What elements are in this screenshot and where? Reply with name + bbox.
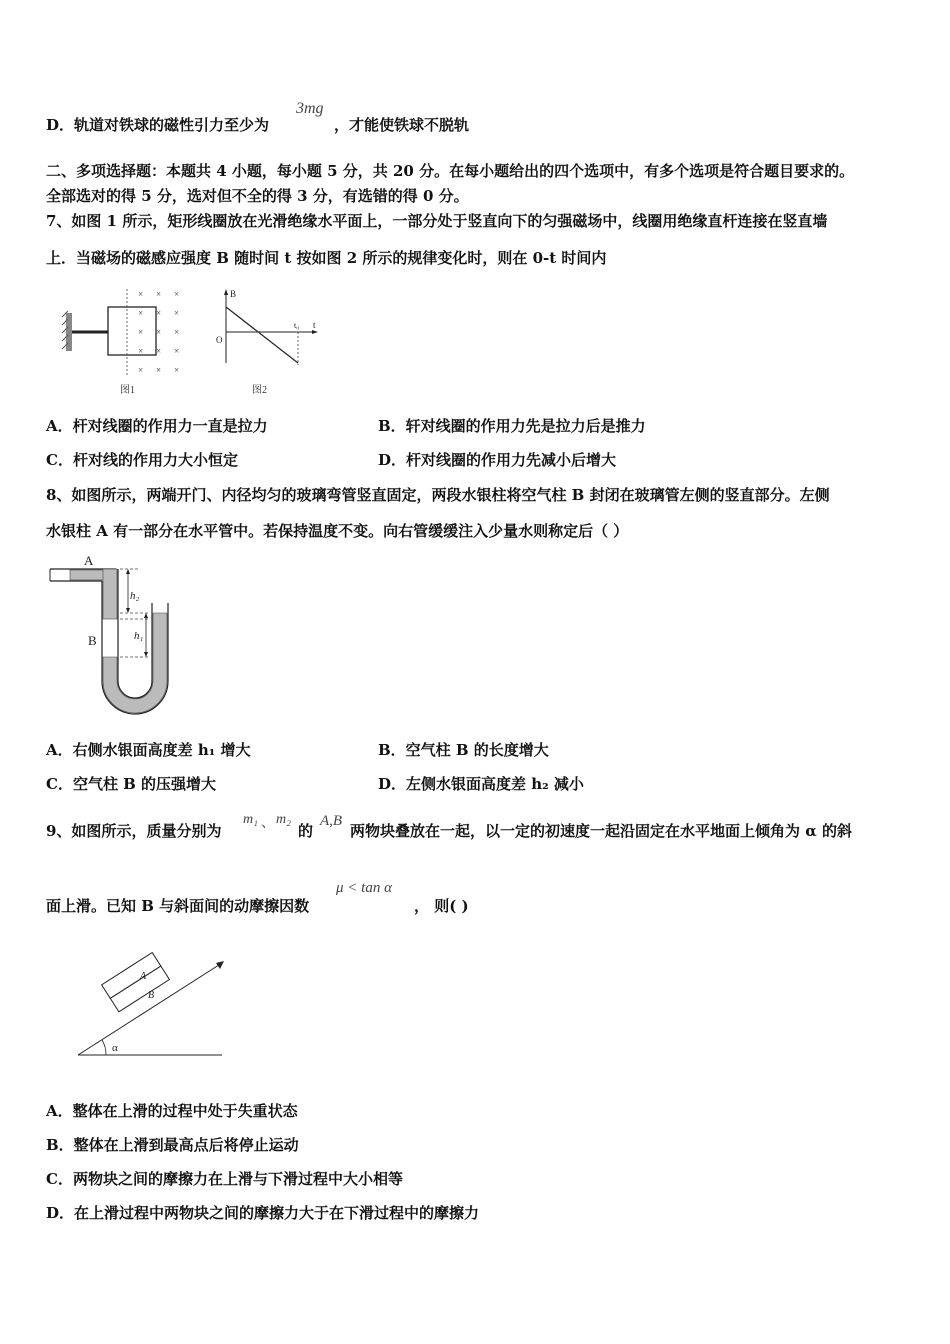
- q9-stem-line1-mid: 的: [298, 822, 314, 840]
- q6-option-d-suffix: ，才能使铁球不脱轨: [334, 116, 470, 134]
- q8-option-c: C．空气柱 B 的压强增大: [46, 775, 217, 793]
- q7-fig1-caption: 图1: [120, 385, 135, 396]
- svg-text:×: ×: [138, 365, 144, 375]
- q9-figure: [70, 945, 230, 1060]
- section2-line1: 二、多项选择题：本题共 4 小题，每小题 5 分，共 20 分。在每小题给出的四个选项中，有多个选项是符合题目要求的。: [46, 162, 855, 180]
- q7-fig2-axis-t: t: [313, 320, 316, 330]
- q9-ab: A,B: [320, 813, 343, 829]
- q9-option-a: A．整体在上滑的过程中处于失重状态: [46, 1102, 298, 1120]
- q8-mercury-a-vertical: [103, 569, 117, 619]
- q9-option-c: C．两物块之间的摩擦力在上滑与下滑过程中大小相等: [46, 1170, 403, 1188]
- q7-stem-line1: 7、如图 1 所示，矩形线圈放在光滑绝缘水平面上，一部分处于竖直向下的匀强磁场中，线圈用绝缘直杆连接在竖直墙: [46, 212, 828, 230]
- q7-coil: [108, 307, 156, 355]
- q7-fig2-axis-b: B: [230, 289, 237, 299]
- svg-text:×: ×: [138, 327, 144, 337]
- q9-stem-line2-suffix: ， 则( ): [414, 897, 469, 915]
- q6-option-d: [46, 115, 269, 135]
- q9-option-d: D．在上滑过程中两物块之间的摩擦力大于在下滑过程中的摩擦力: [46, 1204, 480, 1222]
- svg-text:×: ×: [174, 365, 180, 375]
- q7-option-c: C．杆对线的作用力大小恒定: [46, 451, 238, 469]
- q7-fig2-caption: 图2: [252, 385, 267, 396]
- q8-figure: [46, 553, 196, 718]
- q9-sep: 、: [261, 816, 275, 831]
- q8-option-a: A．右侧水银面高度差 h₁ 增大: [46, 741, 251, 759]
- q9-stem-line1-suffix: 两物块叠放在一起，以一定的初速度一起沿固定在水平地面上倾角为 α 的斜: [350, 822, 852, 840]
- q7-fig2-b-line: [226, 307, 298, 363]
- svg-text:×: ×: [174, 289, 180, 299]
- svg-text:×: ×: [156, 346, 162, 356]
- q8-label-h1: h₁: [134, 630, 144, 642]
- q7-wall: [66, 313, 72, 351]
- svg-text:×: ×: [138, 289, 144, 299]
- svg-text:×: ×: [156, 308, 162, 318]
- svg-text:×: ×: [138, 308, 144, 318]
- q6-formula-3mg: 3mg: [296, 100, 324, 117]
- q9-option-b: B．整体在上滑到最高点后将停止运动: [46, 1136, 299, 1154]
- q9-label-b: B: [148, 990, 155, 1001]
- q7-option-d: D．杆对线圈的作用力先减小后增大: [378, 451, 617, 469]
- q9-angle-arc: [102, 1040, 106, 1055]
- q8-stem-line2: 水银柱 A 有一部分在水平管中。若保持温度不变。向右管缓缓注入少量水则称定后（ ）: [46, 522, 629, 540]
- q8-option-d: D．左侧水银面高度差 h₂ 减小: [378, 775, 584, 793]
- q9-m1: m₁: [243, 812, 258, 827]
- svg-text:×: ×: [156, 327, 162, 337]
- section2-line2: 全部选对的得 5 分，选对但不全的得 3 分，有选错的得 0 分。: [46, 187, 469, 205]
- q7-option-a: A．杆对线圈的作用力一直是拉力: [46, 417, 268, 435]
- q9-stem-line1-prefix: 9、如图所示，质量分别为: [46, 822, 222, 840]
- q8-stem-line1: 8、如图所示，两端开门、内径均匀的玻璃弯管竖直固定，两段水银柱将空气柱 B 封闭在玻璃管左侧的竖直部分。左侧: [46, 486, 830, 504]
- svg-text:×: ×: [156, 289, 162, 299]
- q7-figure: [60, 285, 340, 400]
- q8-option-b: B．空气柱 B 的长度增大: [378, 741, 549, 759]
- q9-label-alpha: α: [112, 1042, 118, 1054]
- svg-text:×: ×: [174, 308, 180, 318]
- q9-label-a: A: [140, 971, 147, 982]
- q8-label-a: A: [84, 553, 94, 568]
- svg-text:×: ×: [174, 327, 180, 337]
- svg-text:×: ×: [156, 365, 162, 375]
- q8-label-h2: h₂: [130, 590, 140, 602]
- q9-mu-formula: μ < tan α: [336, 880, 392, 896]
- q7-option-b: B．轩对线圈的作用力先是拉力后是推力: [378, 417, 646, 435]
- svg-text:×: ×: [174, 346, 180, 356]
- q7-fig2-t0: t₀: [294, 321, 300, 330]
- q9-m2: m₂: [276, 812, 291, 827]
- q9-stem-line2-prefix: 面上滑。已知 B 与斜面间的动摩擦因数: [46, 897, 310, 915]
- svg-text:×: ×: [138, 346, 144, 356]
- q7-fig2-origin: O: [216, 335, 223, 345]
- q6-option-d-prefix: D．轨道对铁球的磁性引力至少为: [46, 116, 270, 134]
- q7-magnetic-field-crosses: [138, 289, 179, 375]
- q7-stem-line2: 上．当磁场的磁感应强度 B 随时间 t 按如图 2 所示的规律变化时，则在 0-t 时间内: [46, 249, 607, 267]
- q8-label-b: B: [88, 633, 97, 648]
